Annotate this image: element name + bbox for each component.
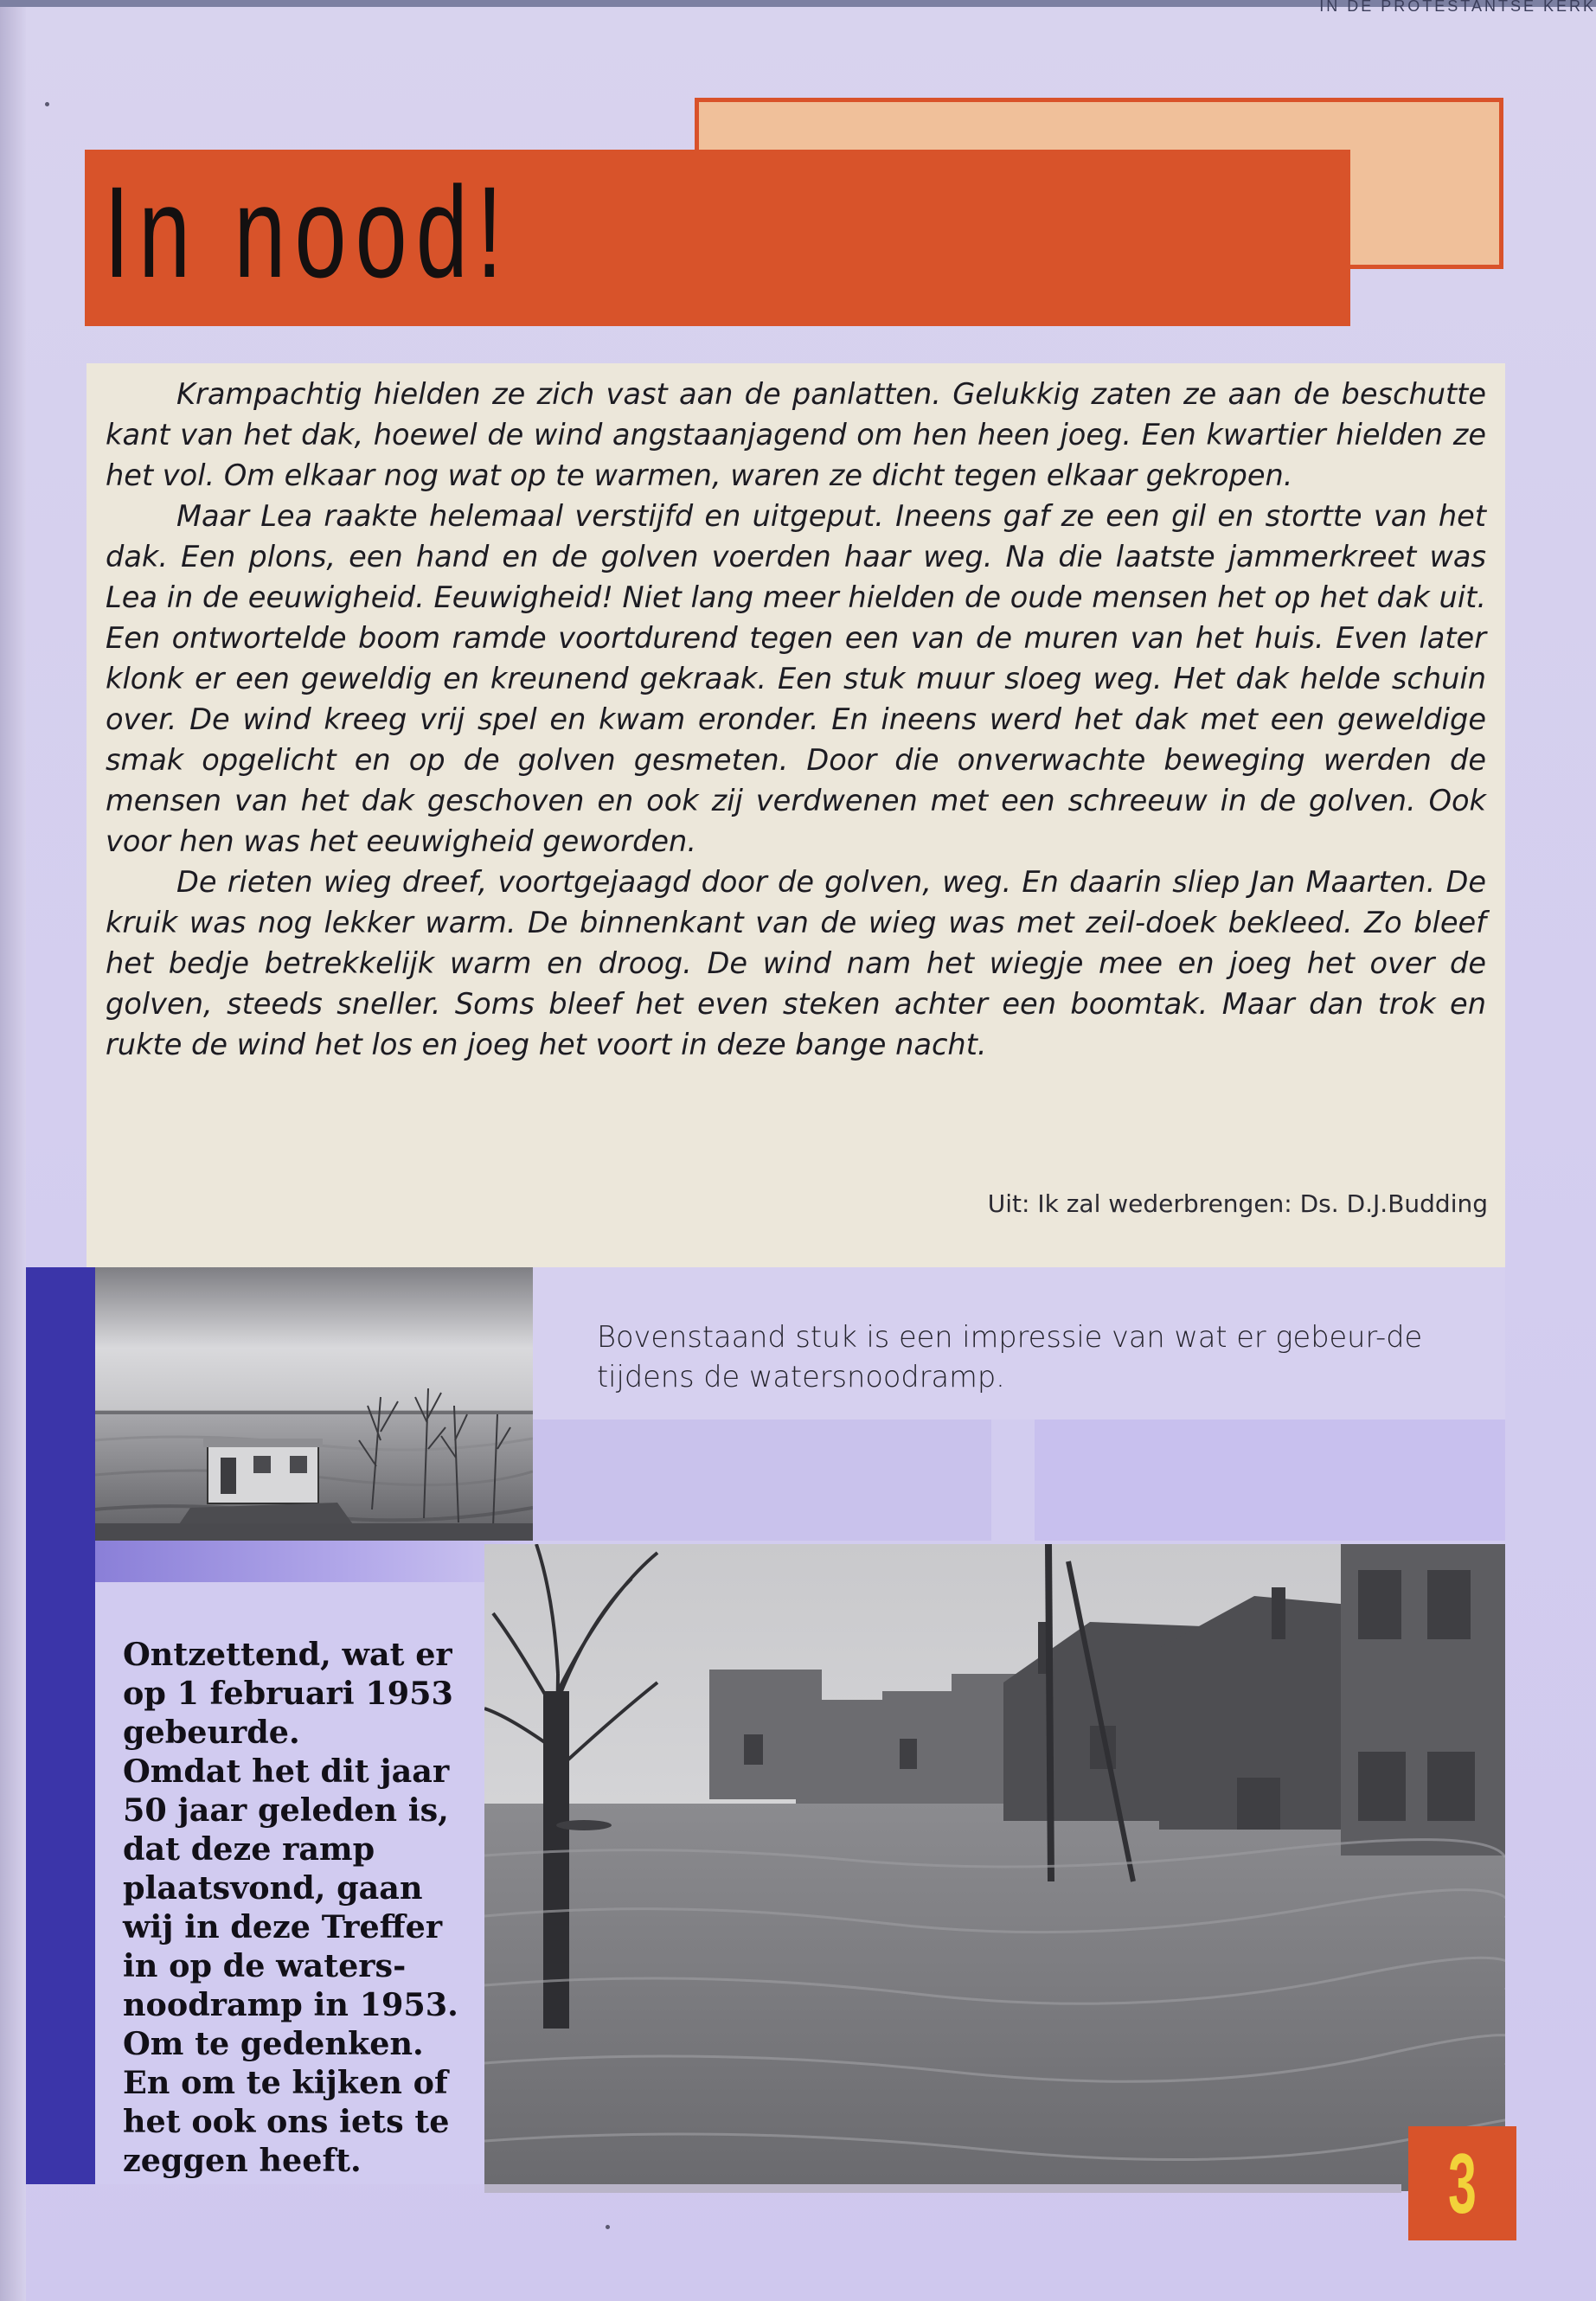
sidebar-line: dat deze ramp [123, 1830, 375, 1868]
sidebar-line: 50 jaar geleden is, [123, 1791, 449, 1829]
sidebar-line: zeggen heeft. [123, 2142, 362, 2179]
running-header: IN DE PROTESTANTSE KERK [1319, 0, 1596, 12]
shade-panel-left [533, 1420, 991, 1541]
sidebar-line: noodramp in 1953. [123, 1986, 458, 2023]
sidebar-line: Om te gedenken. [123, 2025, 424, 2062]
story-paragraph-2: Maar Lea raakte helemaal verstijfd en uitgeput. Ineens gaf ze een gil en stortte van het dak. Een plons, een hand en de golven voerden haar weg. Na die laatste jammerkreet was Lea in de eeuwigheid. Eeuwigheid! Niet lang meer hielden de oude mensen het op het dak uit. Een ontwortelde boom ramde voortdurend tegen een van de muren van het huis. Even later klonk er een geweldig en kreunend gekraak. Een stuk muur sloeg weg. Het dak helde schuin over. De wind kreeg vrij spel en kwam eronder. En ineens werd het dak met een geweldige smak opgelicht en op de golven gesmeten. Door die onverwachte beweging werden de mensen van het dak geschoven en ook zij verdwenen met een schreeuw in de golven. Ook voor hen was het eeuwigheid geworden. [106, 499, 1486, 858]
gradient-strip [95, 1541, 533, 1582]
photo-caption: Bovenstaand stuk is een impressie van wat er gebeur-de tijdens de watersnoodramp. [597, 1320, 1423, 1394]
print-speck [606, 2225, 610, 2229]
story-paragraph-3: De rieten wieg dreef, voortgejaagd door de golven, weg. En daarin sliep Jan Maarten. De kruik was nog lekker warm. De binnenkant van de wieg was met zeil-doek bekleed. Zo bleef het bedje betrekkelijk warm en droog. De wind nam het wiegje mee en joeg het over de golven, steeds sneller. Soms bleef het even steken achter een boomtak. Maar dan trok en rukte de wind het los en joeg het voort in deze bange nacht. [106, 865, 1486, 1061]
sidebar-line: Ontzettend, wat er [123, 1636, 452, 1673]
blue-accent-bar [26, 1267, 95, 2184]
shade-panel-right [1035, 1420, 1505, 1541]
sidebar-line: Omdat het dit jaar [123, 1753, 450, 1790]
story-paragraph-1: Krampachtig hielden ze zich vast aan de panlatten. Gelukkig zaten ze aan de beschutte kant van het dak, hoewel de wind angstaanjagend om hen heen joeg. Een kwartier hielden ze het vol. Om elkaar nog wat op te warmen, waren ze dicht tegen elkaar gekropen. [106, 377, 1486, 492]
page-edge-shadow [0, 0, 26, 2301]
page-number: 3 [1448, 2136, 1477, 2231]
sidebar-line: plaatsvond, gaan [123, 1869, 423, 1907]
page-title: In nood! [104, 159, 511, 304]
sidebar-line: gebeurde. [123, 1714, 300, 1751]
sidebar-line: het ook ons iets te [123, 2103, 450, 2140]
bottom-gray-strip [484, 2184, 1401, 2193]
flooded-house-photo [95, 1267, 533, 1541]
story-source: Uit: Ik zal wederbrengen: Ds. D.J.Budding [987, 1189, 1488, 1218]
print-speck [45, 102, 49, 106]
sidebar-line: op 1 februari 1953 [123, 1675, 453, 1712]
sidebar-line: in op de waters- [123, 1947, 407, 1984]
sidebar-text [123, 1635, 486, 2180]
story-box [87, 363, 1505, 1267]
sidebar-line: En om te kijken of [123, 2064, 448, 2101]
flooded-street-photo [484, 1544, 1505, 2191]
sidebar-line: wij in deze Treffer [123, 1908, 443, 1945]
